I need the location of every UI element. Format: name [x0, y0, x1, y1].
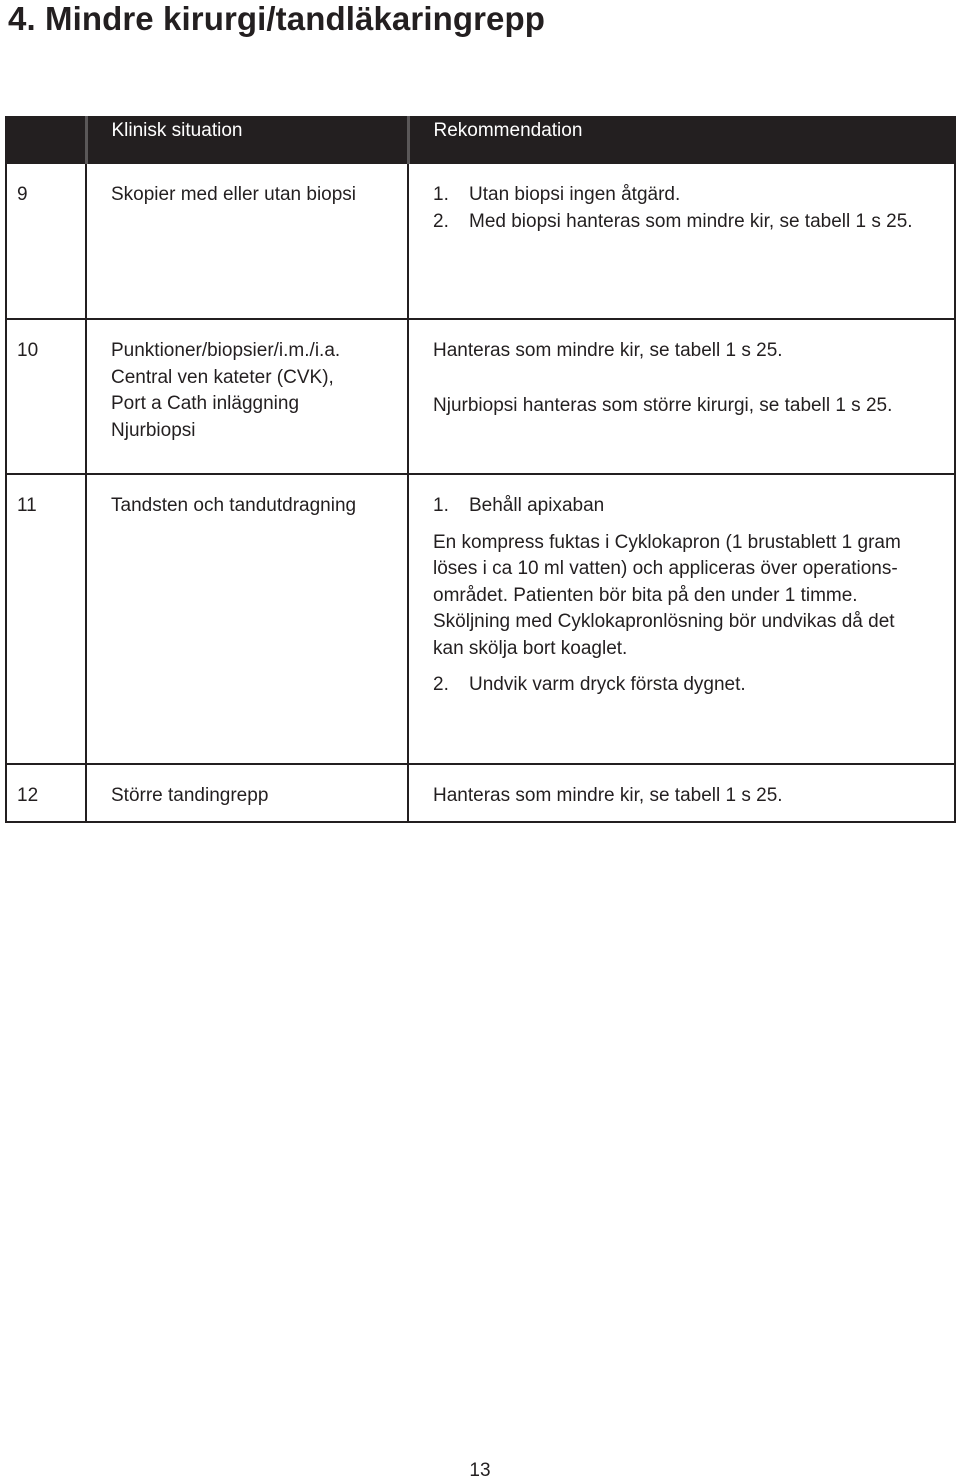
page-number: 13	[469, 1460, 491, 1481]
clinical-situation	[86, 319, 408, 474]
recommendation-line: Hanteras som mindre kir, se tabell 1 s 25.	[433, 785, 783, 806]
situation-line: Njurbiopsi	[111, 419, 196, 441]
list-item	[433, 182, 946, 209]
recommendation	[408, 764, 955, 822]
clinical-situation	[86, 474, 408, 764]
situation-line: Punktioner/biopsier/i.m./i.a.	[111, 340, 341, 361]
clinical-situation	[86, 764, 408, 822]
header-clinical-situation: Klinisk situation	[86, 117, 408, 163]
paragraph-line: området. Patienten bör bita på den under 1 timme.	[433, 584, 858, 606]
list-text: Med biopsi hanteras som mindre kir, se tabell 1 s 25.	[469, 210, 913, 232]
list-item	[433, 493, 946, 520]
row-number: 11	[6, 474, 86, 764]
recommendation	[408, 474, 955, 764]
row-number: 12	[6, 764, 86, 822]
situation-line: Tandsten och tandutdragning	[111, 495, 357, 516]
paragraph-line: löses i ca 10 ml vatten) och appliceras över operations-	[433, 558, 898, 579]
list-number: 1.	[433, 495, 449, 516]
situation-line: Större tandingrepp	[111, 785, 269, 806]
instruction-paragraph	[433, 530, 946, 663]
recommendation-table	[5, 116, 956, 823]
paragraph-line: kan skölja bort koaglet.	[433, 637, 628, 659]
situation-line: Port a Cath inläggning	[111, 393, 300, 414]
list-item	[433, 672, 946, 699]
table-header-row	[6, 117, 955, 163]
clinical-situation	[86, 163, 408, 319]
list-text: Undvik varm dryck första dygnet.	[469, 674, 746, 695]
paragraph-line: En kompress fuktas i Cyklokapron (1 brustablett 1 gram	[433, 531, 901, 553]
list-text: Behåll apixaban	[469, 495, 605, 516]
paragraph-line: Sköljning med Cyklokapronlösning bör undvikas då det	[433, 611, 895, 632]
list-item	[433, 209, 946, 236]
row-number: 10	[6, 319, 86, 474]
situation-line: Skopier med eller utan biopsi	[111, 184, 357, 205]
table-row	[6, 474, 955, 764]
recommendation	[408, 319, 955, 474]
list-text: Utan biopsi ingen åtgärd.	[469, 184, 681, 205]
list-number: 2.	[433, 210, 449, 232]
page-title: 4. Mindre kirurgi/tandläkaringrepp	[8, 0, 546, 37]
table-row	[6, 163, 955, 319]
recommendation-line: Njurbiopsi hanteras som större kirurgi, se tabell 1 s 25.	[433, 394, 893, 416]
table-row	[6, 764, 955, 822]
header-recommendation: Rekommendation	[408, 117, 955, 163]
header-number	[6, 117, 86, 163]
list-number: 2.	[433, 674, 449, 695]
recommendation-line: Hanteras som mindre kir, se tabell 1 s 25.	[433, 340, 783, 361]
row-number: 9	[6, 163, 86, 319]
situation-line: Central ven kateter (CVK),	[111, 366, 334, 388]
list-number: 1.	[433, 184, 449, 205]
table-row	[6, 319, 955, 474]
recommendation	[408, 163, 955, 319]
